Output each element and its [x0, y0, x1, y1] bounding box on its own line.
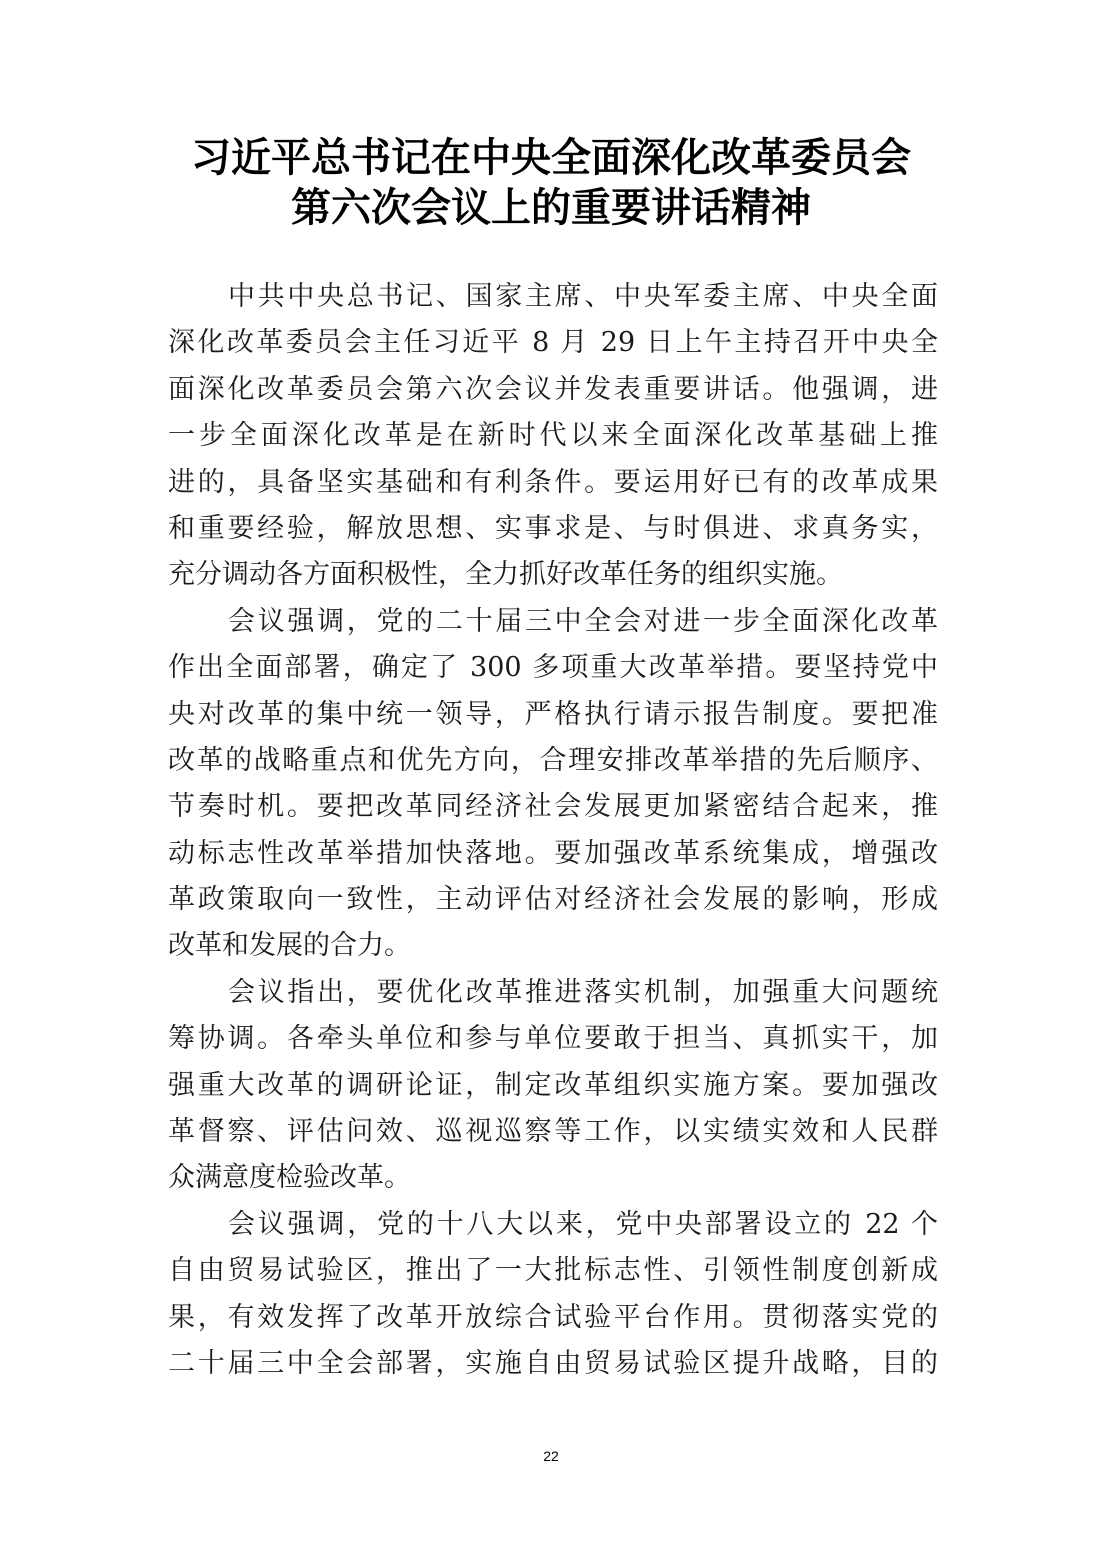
text-line: 会议强调，党的二十届三中全会对进一步全面深化改革 — [228, 605, 938, 637]
text-line: 作出全面部署，确定了 300 多项重大改革举措。要坚持党中 — [168, 652, 938, 684]
text-line: 革政策取向一致性，主动评估对经济社会发展的影响，形成 — [168, 884, 938, 916]
document-body — [168, 274, 938, 1387]
text-line: 动标志性改革举措加快落地。要加强改革系统集成，增强改 — [168, 837, 938, 869]
text-line: 一步全面深化改革是在新时代以来全面深化改革基础上推 — [168, 420, 938, 452]
text-line: 充分调动各方面积极性，全力抓好改革任务的组织实施。 — [168, 559, 843, 591]
paragraph-1 — [168, 274, 938, 599]
text-line: 会议强调，党的十八大以来，党中央部署设立的 22 个 — [228, 1208, 938, 1240]
text-line: 进的，具备坚实基础和有利条件。要运用好已有的改革成果 — [168, 466, 938, 498]
paragraph-3 — [168, 970, 938, 1202]
page-number: 22 — [543, 1448, 559, 1464]
text-line: 果，有效发挥了改革开放综合试验平台作用。贯彻落实党的 — [168, 1301, 938, 1333]
paragraph-4 — [168, 1202, 938, 1388]
text-line: 会议指出，要优化改革推进落实机制，加强重大问题统 — [228, 976, 938, 1008]
text-line: 自由贸易试验区，推出了一大批标志性、引领性制度创新成 — [168, 1255, 938, 1287]
text-line: 改革和发展的合力。 — [168, 930, 411, 962]
text-line: 面深化改革委员会第六次会议并发表重要讲话。他强调，进 — [168, 373, 938, 405]
document-title-line-1: 习近平总书记在中央全面深化改革委员会 — [191, 134, 911, 181]
text-line: 改革的战略重点和优先方向，合理安排改革举措的先后顺序、 — [168, 744, 938, 776]
text-line: 革督察、评估问效、巡视巡察等工作，以实绩实效和人民群 — [168, 1116, 938, 1148]
text-line: 中共中央总书记、国家主席、中央军委主席、中央全面 — [228, 281, 938, 312]
text-line: 深化改革委员会主任习近平 8 月 29 日上午主持召开中央全 — [168, 327, 938, 359]
text-line: 和重要经验，解放思想、实事求是、与时俱进、求真务实， — [168, 512, 938, 544]
text-line: 节奏时机。要把改革同经济社会发展更加紧密结合起来，推 — [168, 791, 938, 823]
text-line: 众满意度检验改革。 — [168, 1162, 411, 1194]
document-title-line-2: 第六次会议上的重要讲话精神 — [291, 184, 811, 231]
paragraph-2 — [168, 599, 938, 970]
text-line: 强重大改革的调研论证，制定改革组织实施方案。要加强改 — [168, 1069, 938, 1101]
text-line: 央对改革的集中统一领导，严格执行请示报告制度。要把准 — [168, 698, 938, 730]
text-line: 筹协调。各牵头单位和参与单位要敢于担当、真抓实干，加 — [168, 1023, 938, 1055]
text-line: 二十届三中全会部署，实施自由贸易试验区提升战略，目的 — [168, 1347, 938, 1379]
